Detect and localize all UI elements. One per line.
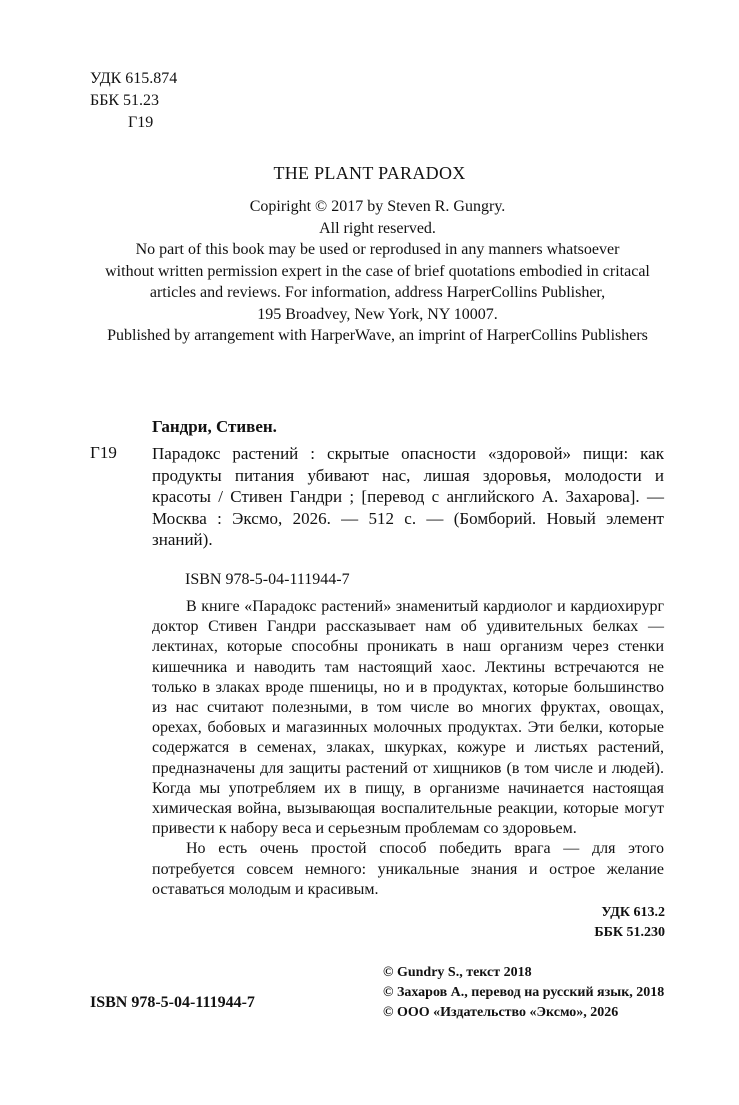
catalog-isbn: ISBN 978-5-04-111944-7 [185,571,350,588]
bottom-udk: УДК 613.2 [601,905,665,920]
copyright-line: articles and reviews. For information, address HarperCollins Publisher, [149,284,606,301]
copyright-notice: © ООО «Издательство «Эксмо», 2026 [383,1005,619,1020]
copyright-block [85,196,670,347]
original-title: THE PLANT PARADOX [273,163,466,183]
copyright-line: No part of this book may be used or reprodused in any manners whatsoever [135,241,620,258]
abstract-paragraph: Но есть очень простой способ победить врага — для этого потребуется совсем немного: уникальные знания и острое желание оставаться молодым и красивым. [152,840,664,898]
classification-block [90,68,177,134]
bottom-bbk: ББК 51.230 [594,925,665,940]
copyright-line: All right reserved. [319,219,436,237]
author-mark: Г19 [128,114,154,131]
catalog-description: Парадокс растений : скрытые опасности «здоровой» пищи: как продукты питания убивают нас, лишая здоровья, молодости и красоты / Стивен Гандри ; [перевод с английского А. Захарова]. — Москва : Эксмо, 2026. — 512 с. — (Бомборий. Новый элемент знаний). [152,444,664,549]
catalog-code: Г19 [90,443,117,462]
abstract-paragraph: В книге «Парадокс растений» знаменитый кардиолог и кардиохирург доктор Стивен Гандри рассказывает нам об удивительных белках — лектинах, которые способны проникать в наш организм через стенки кишечника и наводить там настоящий хаос. Лектины встречаются не только в злаках вроде пшеницы, но и в продуктах, которые большинство из нас считают полезными, в том числе во многих фруктах, овощах, орехах, бобовых и магазинных молочных продуктах. Эти белки, которые содержатся в семенах, злаках, шкурках, кожуре и листьях растений, предназначены для защиты растений от хищников (в том числе и людей). Когда мы употребляем их в пищу, в организме начинается настоящая химическая война, вызывающая воспалительные реакции, которые могут привести к набору веса и серьезным проблемам со здоровьем. [152,598,664,838]
copyright-line: Copiright © 2017 by Steven R. Gungry. [249,198,506,215]
copyright-notice: © Захаров А., перевод на русский язык, 2018 [383,985,665,1000]
udk-code: УДК 615.874 [90,70,178,87]
bottom-classification [540,903,665,943]
catalog-author: Гандри, Стивен. [152,417,277,436]
bbk-code: ББК 51.23 [90,92,160,109]
copyright-line: 195 Broadvey, New York, NY 10007. [257,305,498,323]
abstract [152,597,664,900]
copyright-line: without written permission expert in the case of brief quotations embodied in critacal [105,262,650,280]
copyrights-block [383,963,664,1023]
copyright-notice: © Gundry S., текст 2018 [383,965,532,980]
bottom-isbn: ISBN 978-5-04-111944-7 [90,994,255,1011]
copyright-line: Published by arrangement with HarperWave, an imprint of HarperCollins Publishers [107,327,648,344]
